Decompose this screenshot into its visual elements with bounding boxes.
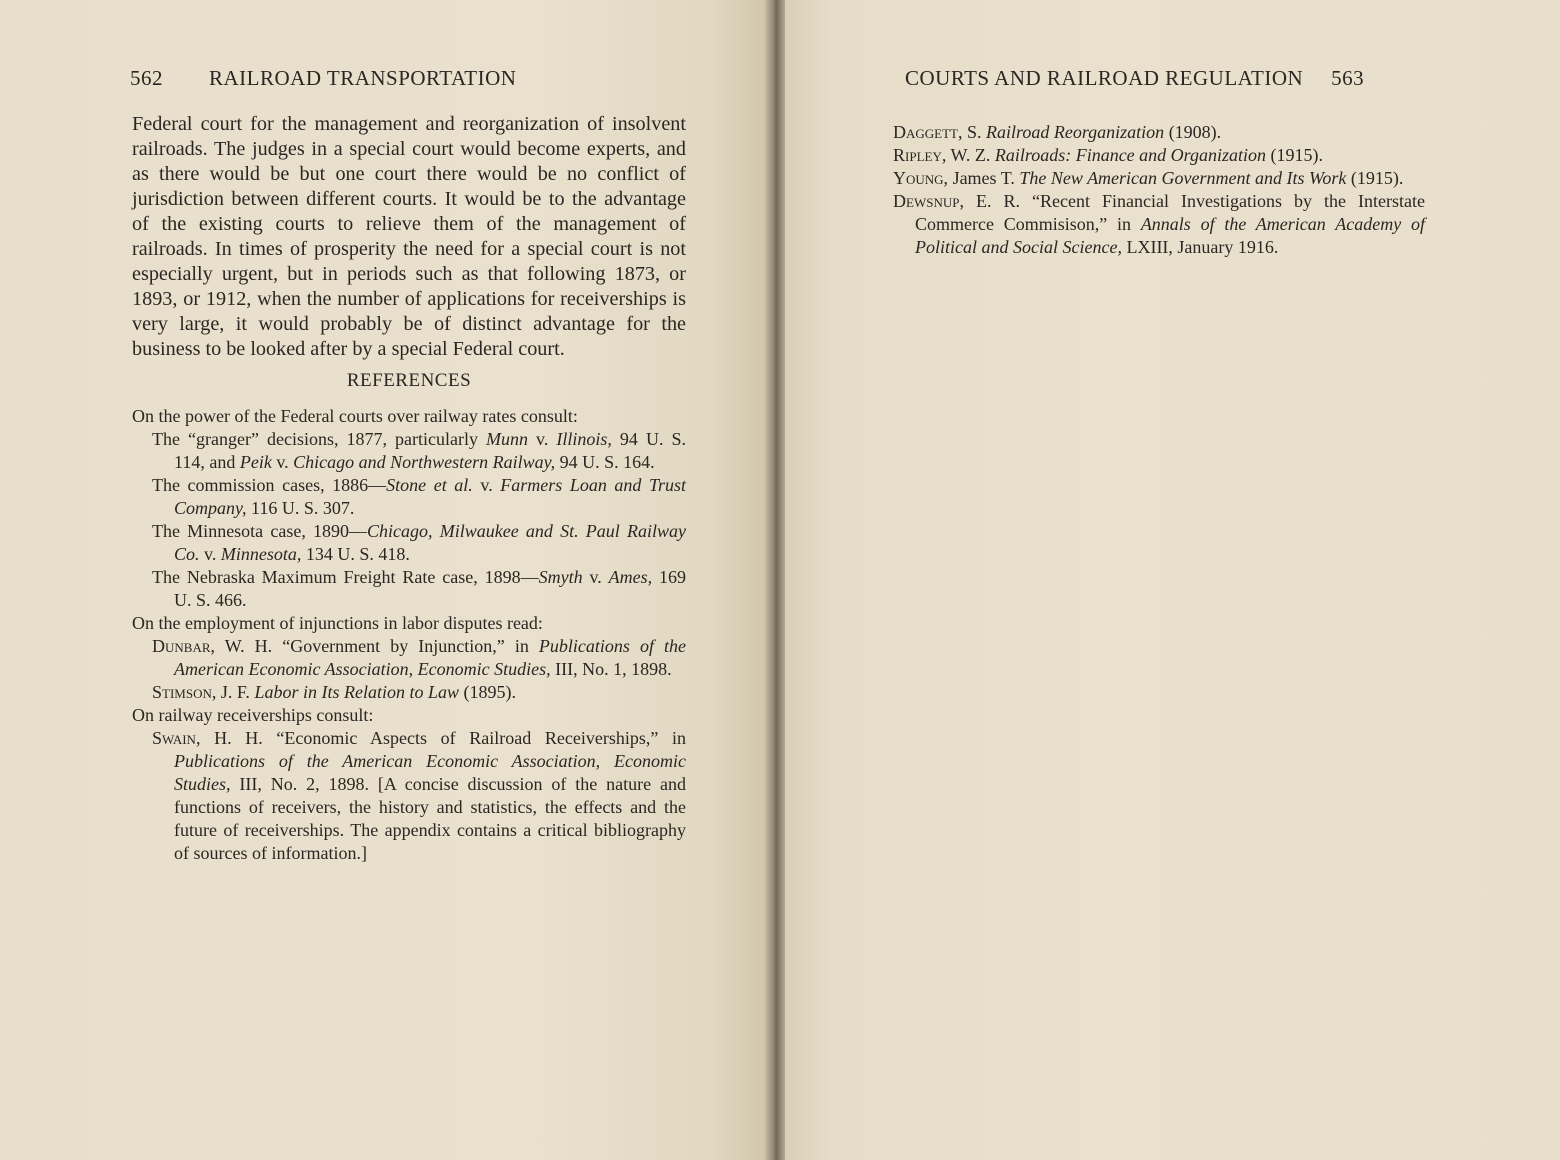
ref-ripley: Ripley, W. Z. Railroads: Finance and Organization (1915). [893,145,1324,165]
right-page-number: 563 [1331,66,1365,90]
ref-commission: The commission cases, 1886—Stone et al. v. Farmers Loan and Trust Company, 116 U. S. 307. [152,475,686,518]
receiverships-intro: On railway receiverships consult: [132,705,374,725]
ref-nebraska: The Nebraska Maximum Freight Rate case, 1898—Smyth v. Ames, 169 U. S. 466. [152,567,687,610]
injunctions-intro: On the employment of injunctions in labor disputes read: [132,613,543,633]
ref-daggett: Daggett, S. Railroad Reorganization (1908). [893,122,1222,142]
ref-swain: Swain, H. H. “Economic Aspects of Railroad Receiverships,” in Publications of the American Economic Association, Economic Studies, III, No. 2, 1898. [A concise discussion of the nature and functions of receivers, the history and statistics, the effects and the future of receiverships. The appendix contains a critical bibliography of sources of information.] [152,728,686,863]
book-gutter [765,0,785,1160]
ref-stimson: Stimson, J. F. Labor in Its Relation to Law (1895). [152,682,516,702]
ref-dewsnup: Dewsnup, E. R. “Recent Financial Investigations by the Interstate Commerce Commisison,” in Annals of the American Academy of Political and Social Science, LXIII, January 1916. [893,191,1425,257]
rates-intro: On the power of the Federal courts over railway rates consult: [132,406,578,426]
left-page [0,0,765,1160]
ref-granger: The “granger” decisions, 1877, particularly Munn v. Illinois, 94 U. S. 114, and Peik v. Chicago and Northwestern Railway, 94 U. S. 164. [152,429,686,472]
ref-dunbar: Dunbar, W. H. “Government by Injunction,” in Publications of the American Economic Association, Economic Studies, III, No. 1, 1898. [152,636,687,679]
right-references [893,121,1425,259]
references-heading: REFERENCES [346,370,472,391]
body-paragraph: Federal court for the management and reorganization of insolvent railroads. The judges in a special court would become experts, and as there would be but one court there would be no conflict of jurisdiction between different courts. It would be to the advantage of the existing courts to relieve them of the management of railroads. In times of prosperity the need for a special court is not especially urgent, but in periods such as that following 1873, or 1893, or 1912, when the number of applications for receiverships is very large, it would probably be of distinct advantage for the business to be looked after by a special Federal court. [132,113,686,360]
left-text-block [132,112,686,865]
ref-young: Young, James T. The New American Government and Its Work (1915). [893,168,1404,188]
right-page [785,0,1560,1160]
ref-minnesota: The Minnesota case, 1890—Chicago, Milwaukee and St. Paul Railway Co. v. Minnesota, 134 U. S. 418. [152,521,686,564]
right-running-head [905,66,1425,91]
right-running-title: COURTS AND RAILROAD REGULATION [905,66,1304,90]
left-page-number: 562 [130,66,163,90]
left-running-head [130,66,590,91]
references-list [132,405,686,865]
left-running-title: RAILROAD TRANSPORTATION [209,66,517,90]
